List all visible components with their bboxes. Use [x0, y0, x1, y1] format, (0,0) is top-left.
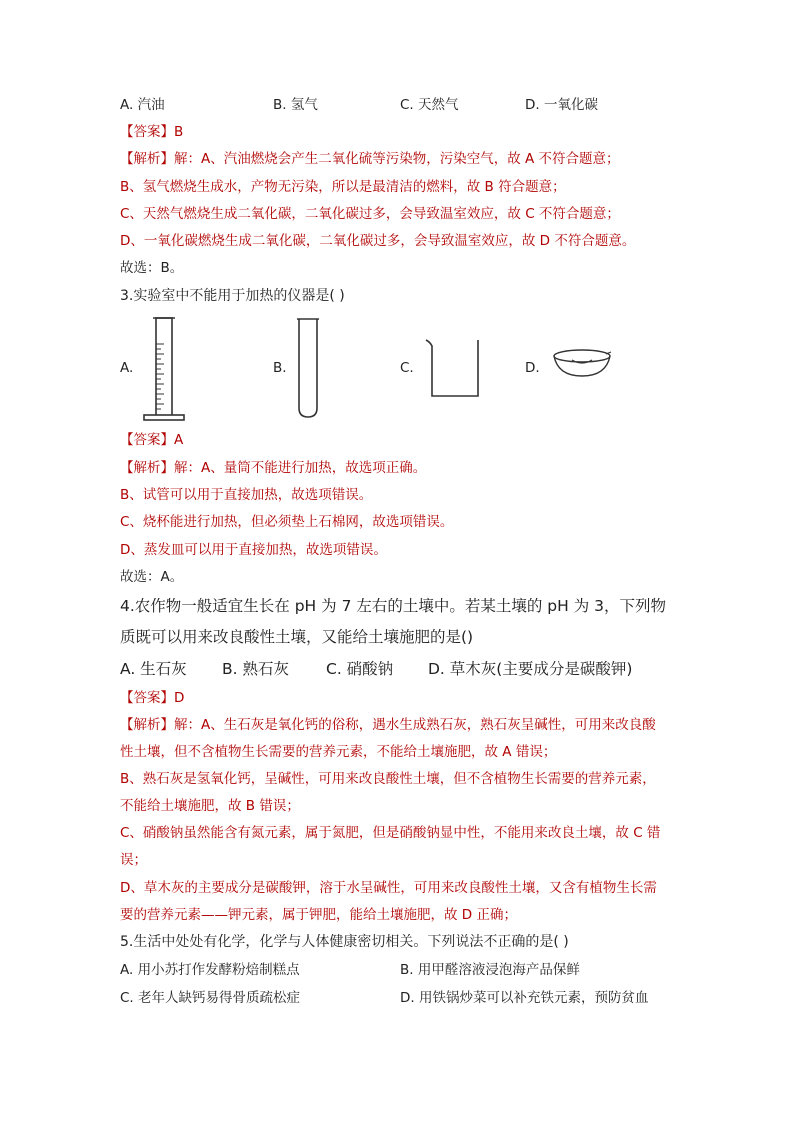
test-tube-icon	[295, 316, 321, 420]
q4-option-c: C. 硝酸钠	[326, 660, 394, 678]
q3-analysis-line: C、烧杯能进行加热，但必须垫上石棉网，故选项错误。	[120, 514, 454, 530]
q3-label-a: A.	[120, 360, 134, 376]
q3-analysis-line: D、蒸发皿可以用于直接加热，故选项错误。	[120, 542, 387, 558]
analysis-tag: 【解析】	[120, 717, 174, 733]
q4-analysis-line: D、草木灰的主要成分是碳酸钾，溶于水呈碱性，可用来改良酸性土壤，又含有植物生长需	[120, 880, 657, 896]
q4-analysis-line: 要的营养元素——钾元素，属于钾肥，能给土壤施肥，故 D 正确；	[120, 907, 517, 923]
q3-conclusion: 故选：A。	[120, 569, 184, 585]
answer-tag: 【答案】	[120, 124, 174, 140]
analysis-text: 解：A、汽油燃烧会产生二氧化硫等污染物，污染空气，故 A 不符合题意；	[174, 151, 620, 167]
q4-analysis-line: 性土壤，但不含植物生长需要的营养元素，不能给土壤施肥，故 A 错误；	[120, 744, 557, 760]
q3-answer-line	[120, 430, 183, 450]
q4-analysis-first	[120, 715, 656, 735]
q5-stem: 5.生活中处处有化学，化学与人体健康密切相关。下列说法不正确的是( )	[120, 934, 569, 950]
q2-analysis-line: D、一氧化碳燃烧生成二氧化碳，二氧化碳过多，会导致温室效应，故 D 不符合题意。	[120, 233, 636, 249]
q4-option-d: D. 草木灰(主要成分是碳酸钾)	[428, 660, 633, 678]
analysis-text: 解：A、生石灰是氧化钙的俗称，遇水生成熟石灰，熟石灰呈碱性，可用来改良酸	[174, 717, 656, 733]
q2-conclusion: 故选：B。	[120, 260, 184, 276]
q3-label-d: D.	[525, 360, 540, 376]
q3-analysis-line: B、试管可以用于直接加热，故选项错误。	[120, 487, 373, 503]
q5-option-c: C. 老年人缺钙易得骨质疏松症	[120, 990, 301, 1006]
answer-tag: 【答案】	[120, 432, 174, 448]
q4-answer-line	[120, 688, 184, 708]
q4-analysis-line: B、熟石灰是氢氧化钙，呈碱性，可用来改良酸性土壤，但不含植物生长需要的营养元素，	[120, 771, 656, 787]
answer-value: D	[174, 690, 185, 706]
q5-option-d: D. 用铁锅炒菜可以补充铁元素，预防贫血	[400, 990, 649, 1006]
q2-answer-line	[120, 122, 183, 142]
q3-label-c: C.	[400, 360, 414, 376]
evaporating-dish-icon	[550, 346, 614, 380]
q4-analysis-line: 不能给土壤施肥，故 B 错误；	[120, 798, 300, 814]
answer-value: A	[174, 432, 184, 448]
q2-option-b: B. 氢气	[273, 97, 318, 113]
q2-analysis-line: B、氢气燃烧生成水，产物无污染，所以是最清洁的燃料，故 B 符合题意；	[120, 179, 566, 195]
q2-analysis-line: C、天然气燃烧生成二氧化碳，二氧化碳过多，会导致温室效应，故 C 不符合题意；	[120, 206, 620, 222]
q5-option-b: B. 用甲醛溶液浸泡海产品保鲜	[400, 962, 580, 978]
q5-option-a: A. 用小苏打作发酵粉焙制糕点	[120, 962, 300, 978]
beaker-icon	[422, 336, 482, 400]
q4-stem-line: 质既可以用来改良酸性土壤，又能给土壤施肥的是()	[120, 628, 474, 646]
analysis-tag: 【解析】	[120, 151, 174, 167]
q2-option-a: A. 汽油	[120, 97, 165, 113]
q4-analysis-line: C、硝酸钠虽然能含有氮元素，属于氮肥，但是硝酸钠显中性，不能用来改良土壤，故 C 错	[120, 825, 661, 841]
q3-analysis-first	[120, 458, 426, 478]
analysis-text: 解：A、量筒不能进行加热，故选项正确。	[174, 460, 427, 476]
q4-stem-line: 4.农作物一般适宜生长在 pH 为 7 左右的土壤中。若某土壤的 pH 为 3，下列物	[120, 597, 666, 615]
analysis-tag: 【解析】	[120, 460, 174, 476]
q3-label-b: B.	[273, 360, 287, 376]
q3-stem: 3.实验室中不能用于加热的仪器是( )	[120, 288, 345, 304]
graduated-cylinder-icon	[140, 316, 192, 422]
q4-option-b: B. 熟石灰	[222, 660, 289, 678]
q4-analysis-line: 误；	[120, 852, 147, 868]
q2-analysis-first	[120, 149, 620, 169]
q4-option-a: A. 生石灰	[120, 660, 187, 678]
answer-tag: 【答案】	[120, 690, 174, 706]
q2-option-d: D. 一氧化碳	[525, 97, 598, 113]
answer-value: B	[174, 124, 184, 140]
q2-option-c: C. 天然气	[400, 97, 459, 113]
